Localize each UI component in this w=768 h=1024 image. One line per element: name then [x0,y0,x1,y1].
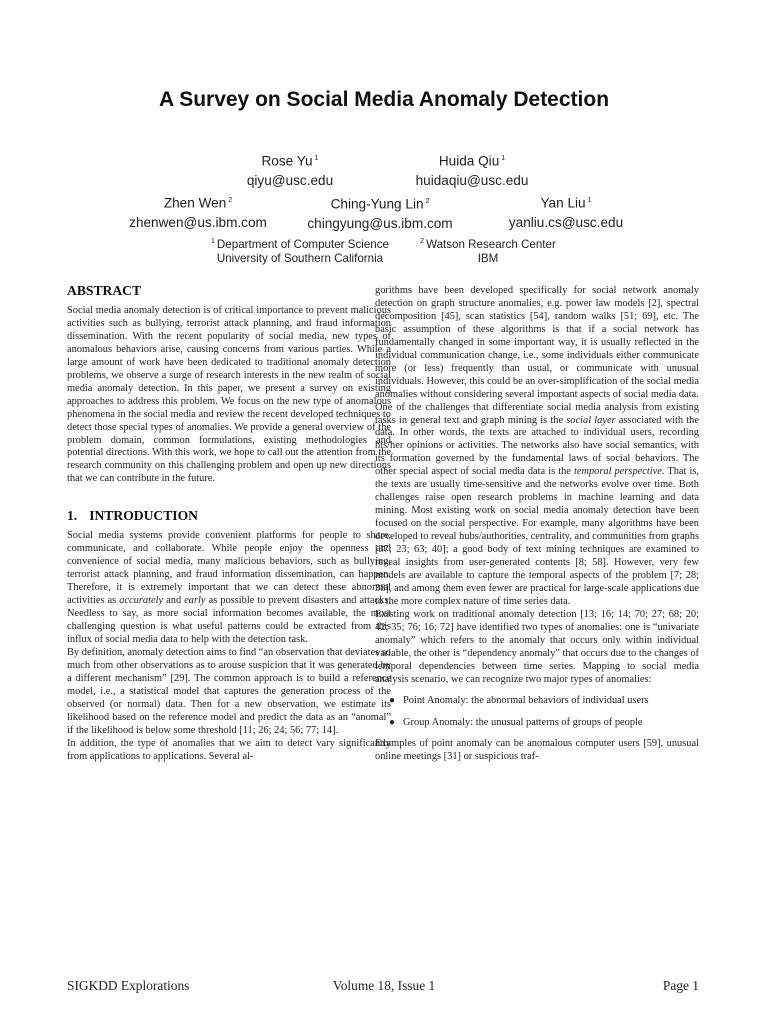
author-email: qiyu@usc.edu [246,172,334,188]
bullet-icon: ● [389,694,396,706]
list-item: ● Group Anomaly: the unusual patterns of groups of people [389,716,643,728]
affiliation-sup: 2 [420,238,425,245]
affiliation-sup: 1 [211,238,215,245]
author-name: Huida Qiu [438,153,500,169]
intro-paragraph-2: By definition, anomaly detection aims to find “an observation that deviates so much from other observations as to arouse suspicion that it was generated by a different mechanism” [29]. The common approach is to build a reference model, i.e., a statistical model that captures the generation process of the observed (or normal) data. Then for a new observation, we estimate its likelihood based on the reference model and predict the data as an “anomal” if the likelihood is below some threshold [11; 26; 24; 56; 77; 14]. [67,646,391,736]
intro-heading [67,508,391,524]
intro-paragraph-5: Existing work on traditional anomaly detection [13; 16; 14; 70; 27; 68; 20; 42; 35; 76; 16; 72] have identified two types of anomalies: one is “univariate anomaly” which refers to the anomaly that occurs only within individual variable, the other is “dependency anomaly” that occurs due to the changes of temporal dependencies between time series. Mapping to social media analysis scenario, we can recognize two major types of anomalies: [375,608,699,685]
footer-volume: Volume 18, Issue 1 [332,978,436,993]
footer-page: Page 1 [662,978,699,993]
author-name: Ching-Yung Lin [330,196,424,212]
intro-paragraph-3-continued: gorithms have been developed specifically for social network anomaly detection on graph structure anomalies, e.g. power law models [2], spectral decomposition [45], scan statistics [54], random walks [51; 69], etc. The basic assumption of these algorithms is that if a social network has fundamentally changed in some important way, it is usually reflected in the individual communication change, i.e., some individuals either communicate more (or less) frequently than usual, or communicate with unusual individuals. However, this could be an over-simplification of the social media anomalies without considering several important aspects of social media data. [375,285,699,400]
anomaly-type-list [375,695,699,730]
author-name: Rose Yu [261,153,313,169]
author-name: Zhen Wen [163,195,227,211]
author-email: chingyung@us.ibm.com [307,215,453,231]
author-email: zhenwen@us.ibm.com [129,214,267,230]
affiliation-line2: IBM [477,251,499,265]
intro-paragraph-4: One of the challenges that differentiate social media analysis from existing tasks in general text and graph mining is the social layer associated with the data. In other words, the texts are attached to individual users, recording his/her opinions or activities. The networks also have social semantics, with its formation governed by the fundamental laws of social behaviors. The other special aspect of social media data is the temporal perspective. That is, the texts are usually time-sensitive and the networks evolve over time. Both challenges raise open research problems in machine learning and data mining. Most existing work on social media anomaly detection have been focused on the social perspective. For example, many algorithms have been developed to reveal hubs/authorities, centrality, and communities from graphs [37; 23; 63; 40]; a good body of text mining techniques are examined to reveal insights from user-generated contents [8; 58]. However, very few models are available to capture the temporal aspects of the problem [7; 28; 38], and among them even fewer are practical for large-scale applications due to the more complex nature of time series data. [375,401,699,607]
affiliation-line1: Watson Research Center [426,237,556,251]
author-block [456,191,676,232]
author-sup: 2 [228,197,233,204]
author-sup: 1 [314,155,319,162]
section-number: 1. [67,508,78,524]
bullet-icon: ● [389,716,396,728]
left-column [67,283,391,764]
affiliation-ibm [404,235,572,266]
section-title: INTRODUCTION [89,508,198,524]
affiliation-line2: University of Southern California [216,251,384,265]
author-block [362,149,582,190]
affiliation-usc [196,235,404,266]
author-sup: 2 [425,198,430,205]
author-email: huidaqiu@usc.edu [415,172,529,188]
author-sup: 1 [501,155,506,162]
paper-title: A Survey on Social Media Anomaly Detection [158,88,610,111]
author-name: Yan Liu [540,195,586,211]
intro-paragraph-1: Social media systems provide convenient platforms for people to share, communicate, and collaborate. While people enjoy the openness and convenience of social media, many malicious behaviors, such as bullying, terrorist attack planning, and fraud information dissemination, can happen. Therefore, it is extremely important that we can detect these abnormal activities as accurately and early as possible to prevent disasters and attacks. Needless to say, as more social information becomes available, the most challenging question is what useful patterns could be extracted from this influx of social media data to help with the detection task. [67,530,391,645]
intro-paragraph-3: In addition, the type of anomalies that we aim to detect vary significantly from applications to applications. Several al- [67,737,391,762]
right-column [375,285,699,764]
intro-paragraph-6: Examples of point anomaly can be anomalous computer users [59], unusual online meetings [31] or suspicious traf- [375,738,699,763]
footer-venue: SIGKDD Explorations [67,978,190,993]
affiliation-line1: Department of Computer Science [216,237,389,251]
abstract-heading: ABSTRACT [67,283,142,298]
author-sup: 1 [587,197,592,204]
abstract-text: Social media anomaly detection is of critical importance to prevent malicious activities such as bullying, terrorist attack planning, and fraud information dissemination. With the recent popularity of social media, new types of anomalous behaviors arise, causing concerns from various parties. While a large amount of work have been dedicated to traditional anomaly detection problems, we observe a surge of research interests in the new realm of social media anomaly detection. In this paper, we present a survey on existing approaches to address this problem. We focus on the new type of anomalous phenomena in the social media and review the recent developed techniques to detect those special types of anomalies. We provide a general overview of the problem domain, common formulations, existing methodologies and potential directions. With this work, we hope to call out the attention from the research community on this challenging problem and open up new directions that we can contribute in the future. [67,305,391,485]
author-email: yanliu.cs@usc.edu [508,214,624,230]
list-item: ● Point Anomaly: the abnormal behaviors of individual users [389,694,649,706]
